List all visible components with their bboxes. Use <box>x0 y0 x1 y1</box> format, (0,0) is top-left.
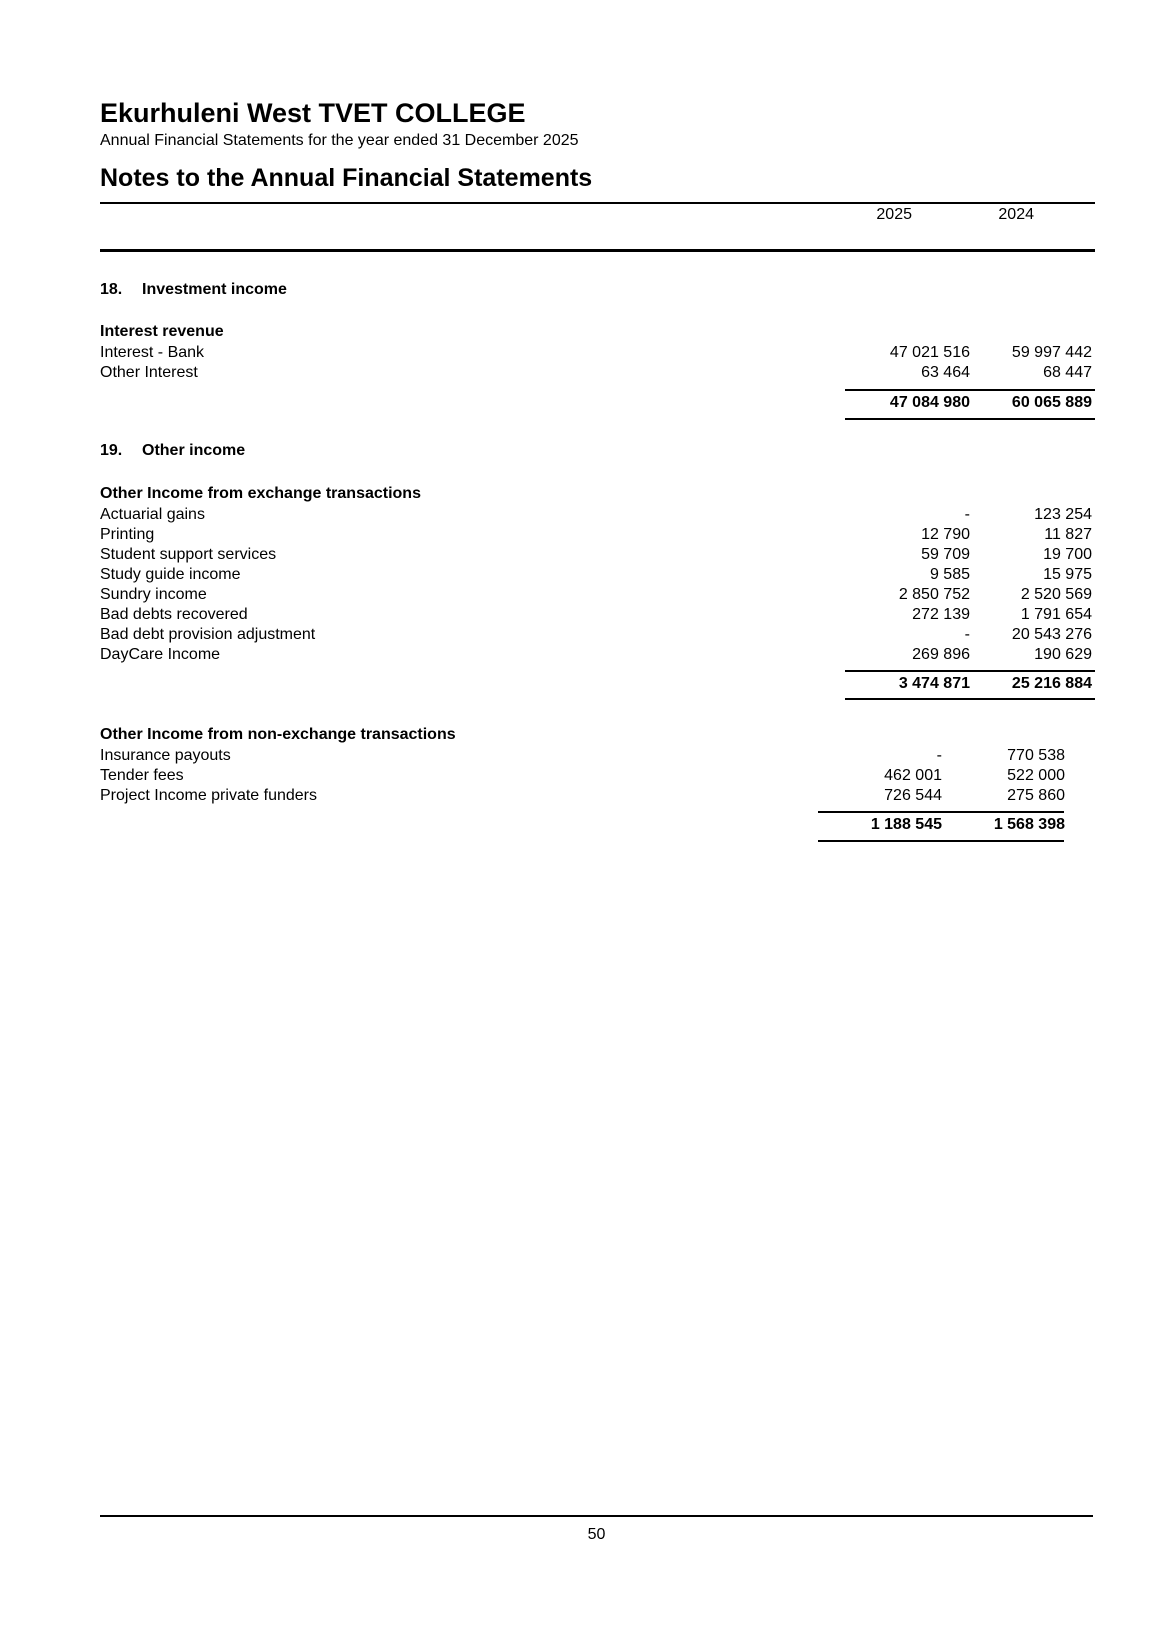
total-current: 47 084 980 <box>889 394 970 411</box>
header-divider <box>100 202 1095 204</box>
row-label: DayCare Income <box>100 646 221 663</box>
value-current: 462 001 <box>884 767 942 784</box>
total-current: 3 474 871 <box>898 675 970 692</box>
footer-divider <box>100 1515 1093 1517</box>
row-label: Study guide income <box>100 566 241 583</box>
year-prior-header: 2024 <box>998 206 1034 223</box>
note-19-heading <box>100 442 245 460</box>
value-current: 12 790 <box>921 526 970 543</box>
value-current: 47 021 516 <box>889 344 970 361</box>
row-label: Insurance payouts <box>100 747 231 764</box>
non-exchange-subheading: Other Income from non-exchange transactions <box>100 726 456 743</box>
note-19-title: Other income <box>142 442 246 459</box>
organization-name: Ekurhuleni West TVET COLLEGE <box>100 98 526 128</box>
total-current: 1 188 545 <box>870 816 942 833</box>
table-row <box>100 645 1095 665</box>
total-underline <box>818 840 1064 842</box>
subtotal-rule <box>818 811 1064 813</box>
value-prior: 68 447 <box>1043 364 1092 381</box>
value-current: - <box>964 506 970 523</box>
subtotal-rule <box>845 389 1095 391</box>
row-label: Printing <box>100 526 155 543</box>
value-current: 272 139 <box>912 606 970 623</box>
total-underline <box>845 698 1095 700</box>
row-label: Interest - Bank <box>100 344 205 361</box>
note-19-number: 19. <box>100 442 123 459</box>
total-underline <box>845 418 1095 420</box>
row-label: Other Interest <box>100 364 198 381</box>
value-prior: 522 000 <box>1007 767 1065 784</box>
value-prior: 190 629 <box>1034 646 1092 663</box>
total-prior: 25 216 884 <box>1011 675 1092 692</box>
value-prior: 15 975 <box>1043 566 1092 583</box>
value-current: 9 585 <box>929 566 970 583</box>
table-row <box>100 766 1095 786</box>
value-current: - <box>964 626 970 643</box>
table-row <box>100 525 1095 545</box>
table-row <box>100 625 1095 645</box>
table-row <box>100 605 1095 625</box>
value-prior: 1 791 654 <box>1020 606 1092 623</box>
total-prior: 1 568 398 <box>993 816 1065 833</box>
table-row <box>100 343 1095 363</box>
note-18-subheading: Interest revenue <box>100 323 224 340</box>
total-row <box>100 674 1095 694</box>
value-prior: 770 538 <box>1007 747 1065 764</box>
table-row <box>100 585 1095 605</box>
table-row <box>100 565 1095 585</box>
value-prior: 123 254 <box>1034 506 1092 523</box>
total-row <box>100 393 1095 413</box>
year-current-header: 2025 <box>876 206 912 223</box>
value-prior: 275 860 <box>1007 787 1065 804</box>
row-label: Actuarial gains <box>100 506 205 523</box>
note-18-title: Investment income <box>142 281 287 298</box>
value-current: - <box>936 747 942 764</box>
table-row <box>100 786 1095 806</box>
value-prior: 2 520 569 <box>1020 586 1092 603</box>
value-prior: 19 700 <box>1043 546 1092 563</box>
row-label: Student support services <box>100 546 277 563</box>
value-current: 269 896 <box>912 646 970 663</box>
subtotal-rule <box>845 670 1095 672</box>
row-label: Sundry income <box>100 586 207 603</box>
page-number: 50 <box>587 1526 606 1543</box>
row-label: Bad debts recovered <box>100 606 248 623</box>
total-row <box>100 815 1095 835</box>
value-prior: 59 997 442 <box>1011 344 1092 361</box>
column-header-divider <box>100 249 1095 252</box>
exchange-subheading: Other Income from exchange transactions <box>100 485 421 502</box>
row-label: Bad debt provision adjustment <box>100 626 316 643</box>
value-prior: 11 827 <box>1044 526 1092 543</box>
value-current: 2 850 752 <box>898 586 970 603</box>
table-row <box>100 505 1095 525</box>
note-18-number: 18. <box>100 281 123 298</box>
table-row <box>100 545 1095 565</box>
table-row <box>100 363 1095 383</box>
total-prior: 60 065 889 <box>1011 394 1092 411</box>
page-title: Notes to the Annual Financial Statements <box>100 164 593 192</box>
row-label: Tender fees <box>100 767 184 784</box>
statement-subtitle: Annual Financial Statements for the year ended 31 December 2025 <box>100 132 579 149</box>
row-label: Project Income private funders <box>100 787 317 804</box>
note-18-heading <box>100 281 287 299</box>
value-prior: 20 543 276 <box>1011 626 1092 643</box>
value-current: 63 464 <box>921 364 970 381</box>
table-row <box>100 746 1095 766</box>
value-current: 59 709 <box>921 546 970 563</box>
value-current: 726 544 <box>884 787 942 804</box>
